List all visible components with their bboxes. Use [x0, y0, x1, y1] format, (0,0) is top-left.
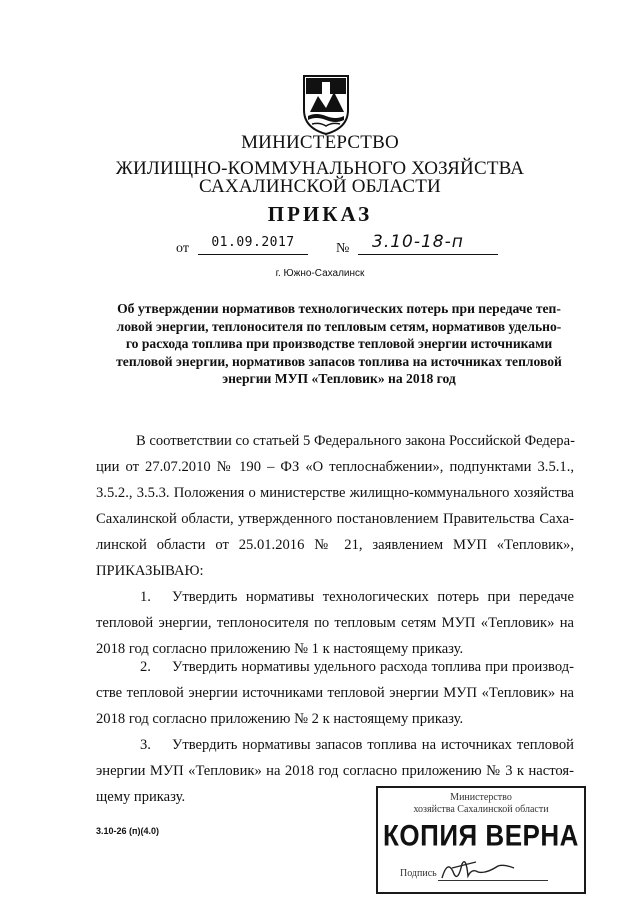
stamp-region-line: хозяйства Сахалинской области — [413, 804, 549, 815]
heading-line: го расхода топлива при производстве тепловой энергии источниками — [125, 336, 553, 351]
order-item-2 — [96, 654, 574, 732]
order-item-line — [96, 732, 574, 758]
preamble-line: 3.5.2., 3.5.3. Положения о министерстве жилищно-коммунального хозяйства — [96, 485, 574, 501]
order-item-line: щему приказу. — [96, 789, 186, 805]
preamble-line: ПРИКАЗЫВАЮ: — [96, 563, 204, 579]
document-code: 3.10-26 (п)(4.0) — [96, 826, 159, 836]
stamp-ministry-line: Министерство — [450, 792, 512, 803]
preamble-line: Сахалинской области, утвержденного постановлением Правительства Саха- — [96, 511, 574, 527]
order-item-line: стве тепловой энергии источниками тепловой энергии МУП «Тепловик» на — [96, 685, 574, 701]
order-item-line — [96, 584, 574, 610]
order-item-line: 2018 год согласно приложению № 1 к настоящему приказу. — [96, 641, 464, 657]
ministry-name-line-3: САХАЛИНСКОЙ ОБЛАСТИ — [199, 176, 441, 197]
coat-of-arms-icon — [300, 72, 352, 136]
number-field — [358, 234, 498, 255]
preamble-line: ции от 27.07.2010 № 190 – ФЗ «О теплоснабжении», подпунктами 3.5.1., — [96, 459, 574, 475]
order-item-line: 2018 год согласно приложению № 2 к настоящему приказу. — [96, 711, 464, 727]
city-label: г. Южно-Сахалинск — [275, 268, 365, 279]
item-number: 2. — [140, 659, 151, 675]
number-label: № — [336, 241, 350, 256]
ministry-name-line-2: ЖИЛИЩНО-КОММУНАЛЬНОГО ХОЗЯЙСТВА — [115, 158, 525, 179]
order-heading — [98, 300, 580, 388]
heading-line: энергии МУП «Тепловик» на 2018 год — [222, 371, 456, 386]
preamble-line: линской области от 25.01.2016 № 21, заявлением МУП «Тепловик», — [96, 537, 574, 553]
item-text: Утвердить нормативы технологических потерь при передаче — [172, 589, 574, 605]
date-field — [198, 234, 308, 255]
number-value: 3.10-18-п — [372, 232, 464, 252]
date-value: 01.09.2017 — [211, 235, 295, 250]
item-number: 1. — [140, 589, 151, 605]
order-item-1 — [96, 584, 574, 662]
heading-line: Об утверждении нормативов технологических потерь при передаче теп- — [117, 301, 561, 316]
copy-certified-stamp — [376, 786, 586, 894]
signature-icon — [438, 854, 518, 884]
order-item-line: тепловой энергии, теплоносителя по тепловым сетям МУП «Тепловик» на — [96, 615, 574, 631]
date-number-line — [168, 234, 498, 258]
heading-line: ловой энергии, теплоносителя по тепловым сетям, нормативов удельно- — [116, 318, 562, 334]
order-item-line — [96, 654, 574, 680]
order-item-line: энергии МУП «Тепловик» на 2018 год согласно приложению № 3 к настоя- — [96, 763, 574, 779]
item-number: 3. — [140, 737, 151, 753]
item-text: Утвердить нормативы удельного расхода топлива при производ- — [172, 659, 574, 675]
preamble-line: В соответствии со статьей 5 Федерального закона Российской Федера- — [136, 433, 575, 449]
ministry-name-line-1: МИНИСТЕРСТВО — [241, 132, 399, 153]
item-text: Утвердить нормативы запасов топлива на источниках тепловой — [172, 737, 574, 753]
stamp-copy-true: КОПИЯ ВЕРНА — [383, 817, 579, 853]
stamp-signature-label: Подпись — [400, 868, 437, 879]
document-type-title: ПРИКАЗ — [267, 202, 373, 226]
heading-line: тепловой энергии, нормативов запасов топлива на источниках тепловой — [116, 353, 562, 369]
preamble-paragraph — [96, 428, 574, 584]
date-label: от — [176, 241, 189, 256]
